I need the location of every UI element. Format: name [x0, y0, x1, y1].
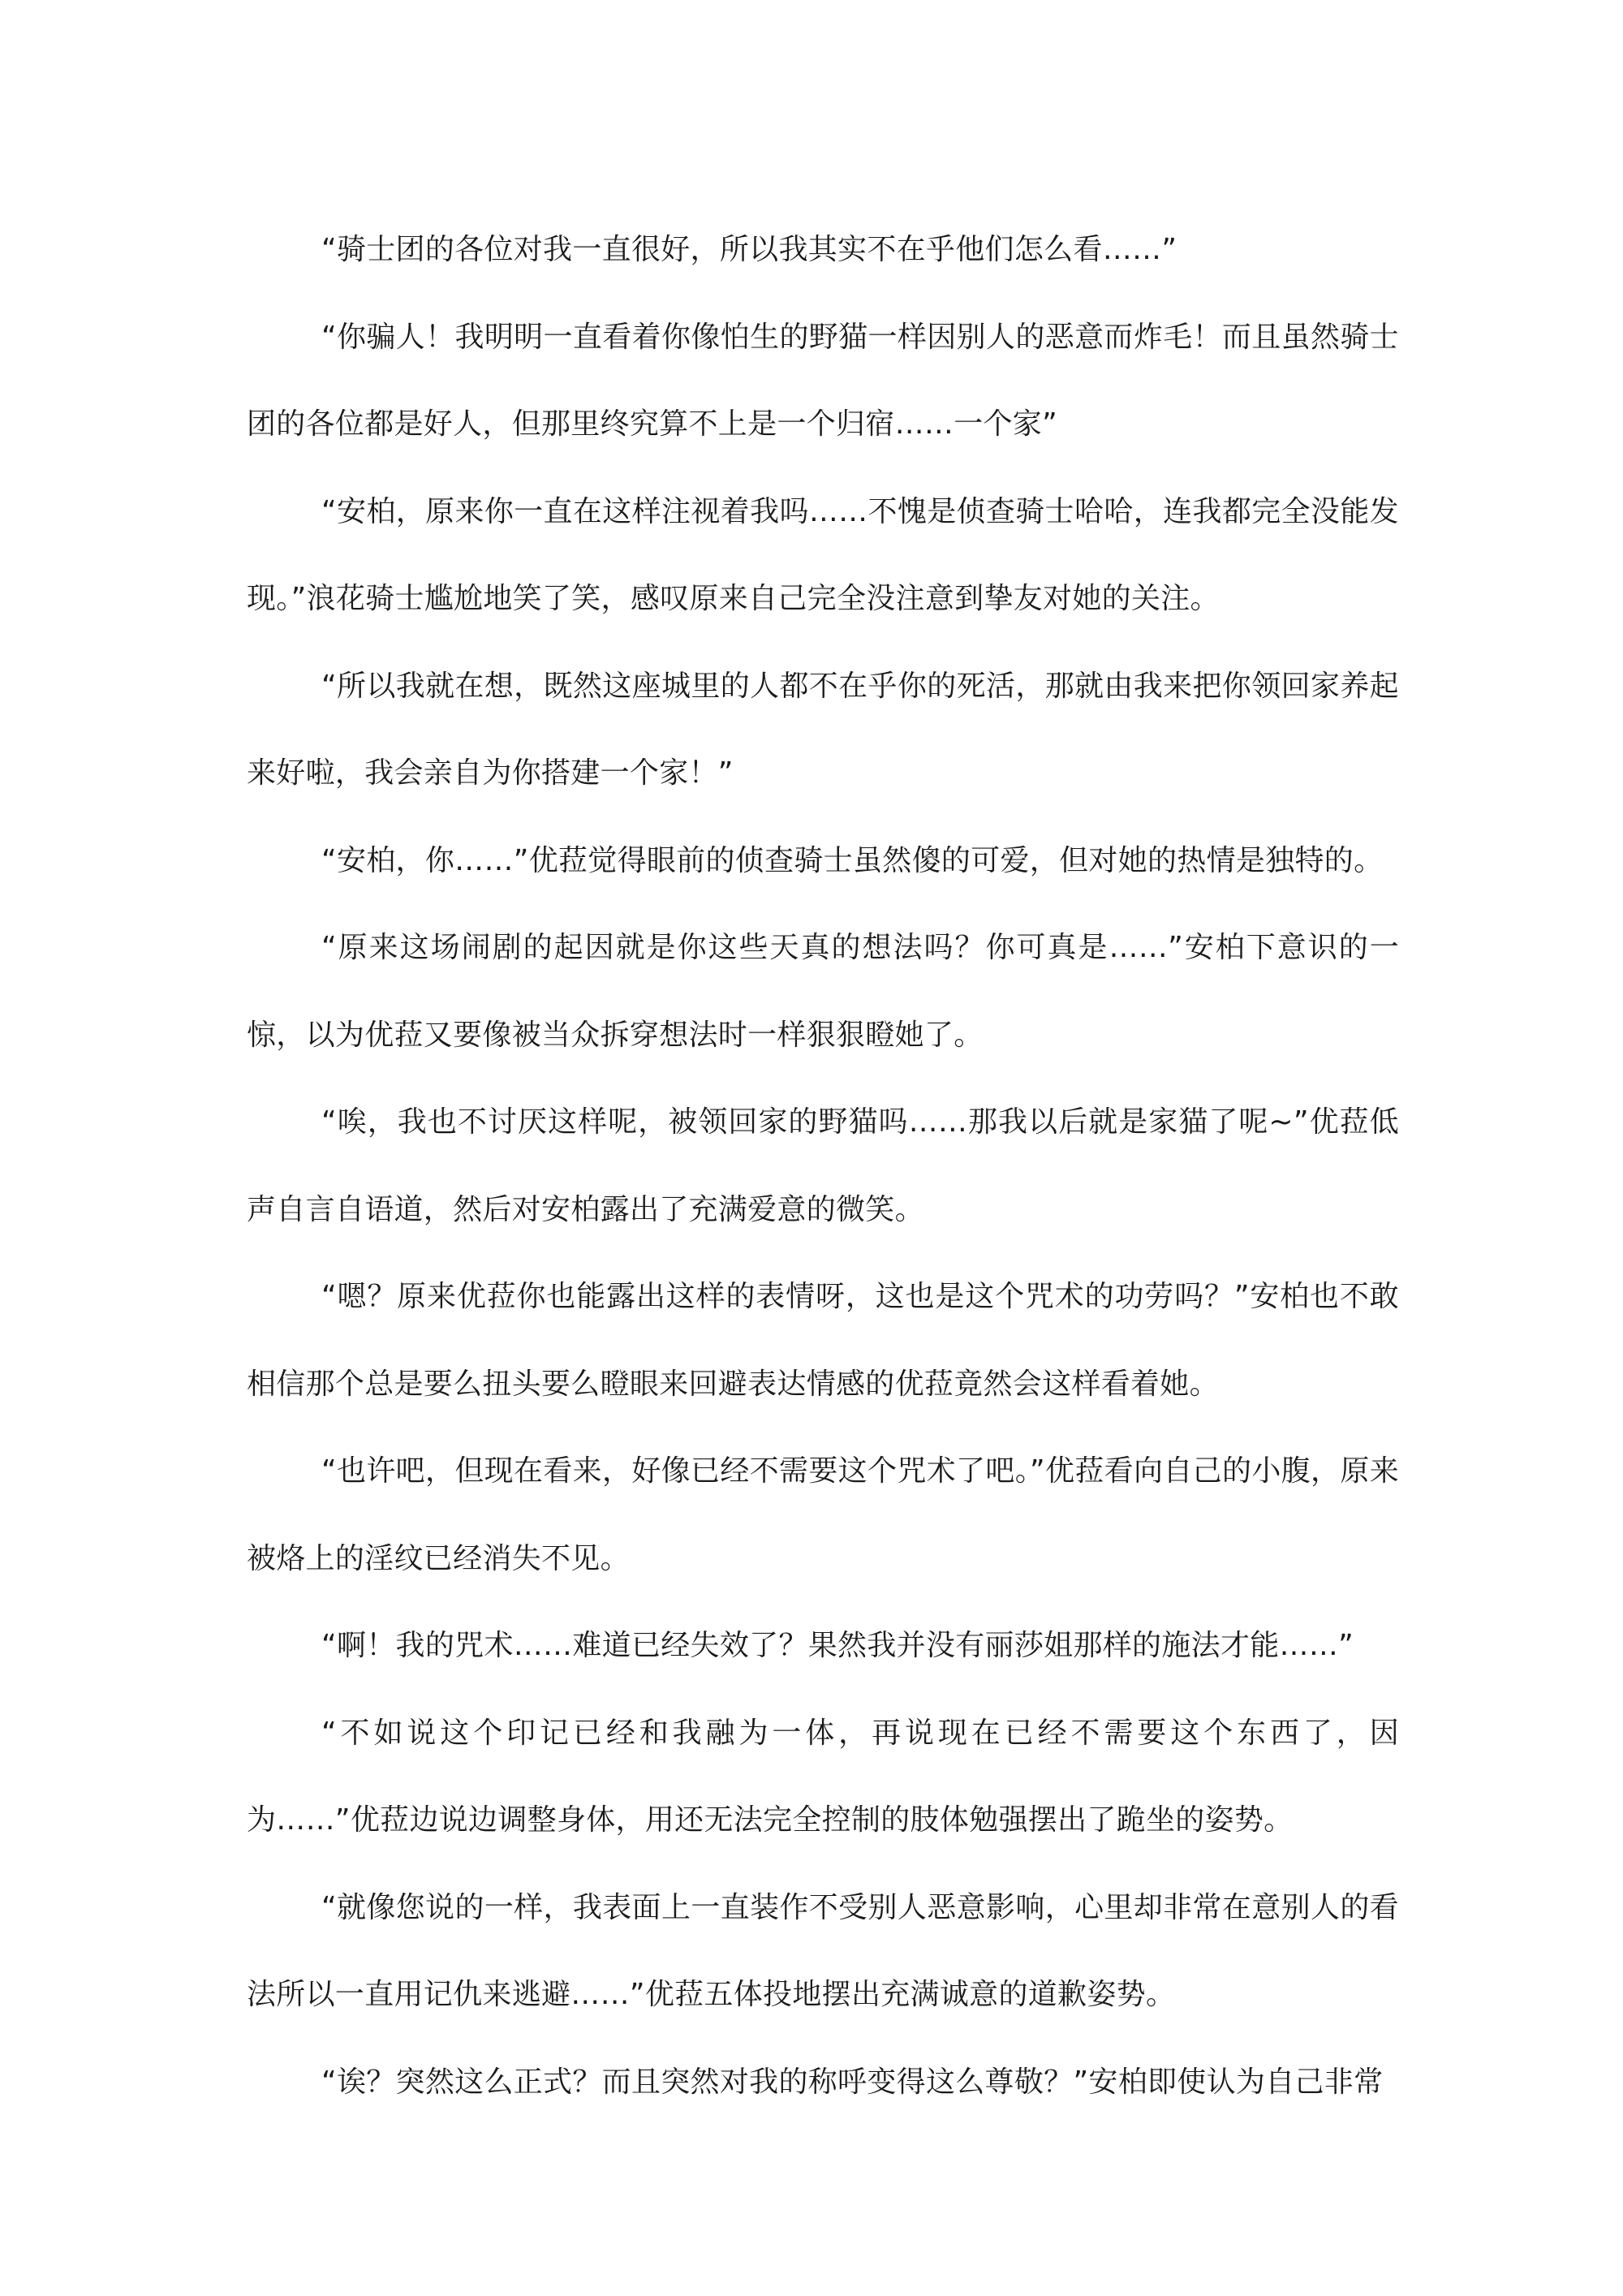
paragraph-12: “就像您说的一样，我表面上一直装作不受别人恶意影响，心里却非常在意别人的看法所以一直用记仇来逃避……”优菈五体投地摆出充满诚意的道歉姿势。	[247, 1890, 1399, 2011]
paragraph-2: “你骗人！我明明一直看着你像怕生的野猫一样因别人的恶意而炸毛！而且虽然骑士团的各位都是好人，但那里终究算不上是一个归宿……一个家”	[247, 320, 1399, 441]
paragraph-4: “所以我就在想，既然这座城里的人都不在乎你的死活，那就由我来把你领回家养起来好啦，我会亲自为你搭建一个家！”	[247, 669, 1399, 790]
paragraph-8: “嗯？原来优菈你也能露出这样的表情呀，这也是这个咒术的功劳吗？”安柏也不敢相信那个总是要么扭头要么瞪眼来回避表达情感的优菈竟然会这样看着她。	[247, 1280, 1399, 1401]
paragraph-1: “骑士团的各位对我一直很好，所以我其实不在乎他们怎么看……”	[321, 233, 1177, 266]
paragraph-10: “啊！我的咒术……难道已经失效了？果然我并没有丽莎姐那样的施法才能……”	[321, 1629, 1354, 1662]
paragraph-13: “诶？突然这么正式？而且突然对我的称呼变得这么尊敬？”安柏即使认为自己非常	[321, 2065, 1384, 2099]
paragraph-3: “安柏，原来你一直在这样注视着我吗……不愧是侦查骑士哈哈，连我都完全没能发现。”浪花骑士尴尬地笑了笑，感叹原来自己完全没注意到挚友对她的关注。	[247, 494, 1399, 615]
paragraph-9: “也许吧，但现在看来，好像已经不需要这个咒术了吧。”优菈看向自己的小腹，原来被烙上的淫纹已经消失不见。	[247, 1454, 1399, 1575]
paragraph-6: “原来这场闹剧的起因就是你这些天真的想法吗？你可真是……”安柏下意识的一惊，以为优菈又要像被当众拆穿想法时一样狠狠瞪她了。	[247, 931, 1399, 1052]
paragraph-11: “不如说这个印记已经和我融为一体，再说现在已经不需要这个东西了，因为……”优菈边说边调整身体，用还无法完全控制的肢体勉强摆出了跪坐的姿势。	[247, 1716, 1399, 1837]
paragraph-7: “唉，我也不讨厌这样呢，被领回家的野猫吗……那我以后就是家猫了呢~”优菈低声自言自语道，然后对安柏露出了充满爱意的微笑。	[247, 1105, 1399, 1226]
paragraph-5: “安柏，你……”优菈觉得眼前的侦查骑士虽然傻的可爱，但对她的热情是独特的。	[321, 843, 1384, 877]
story-text	[247, 206, 1399, 2126]
